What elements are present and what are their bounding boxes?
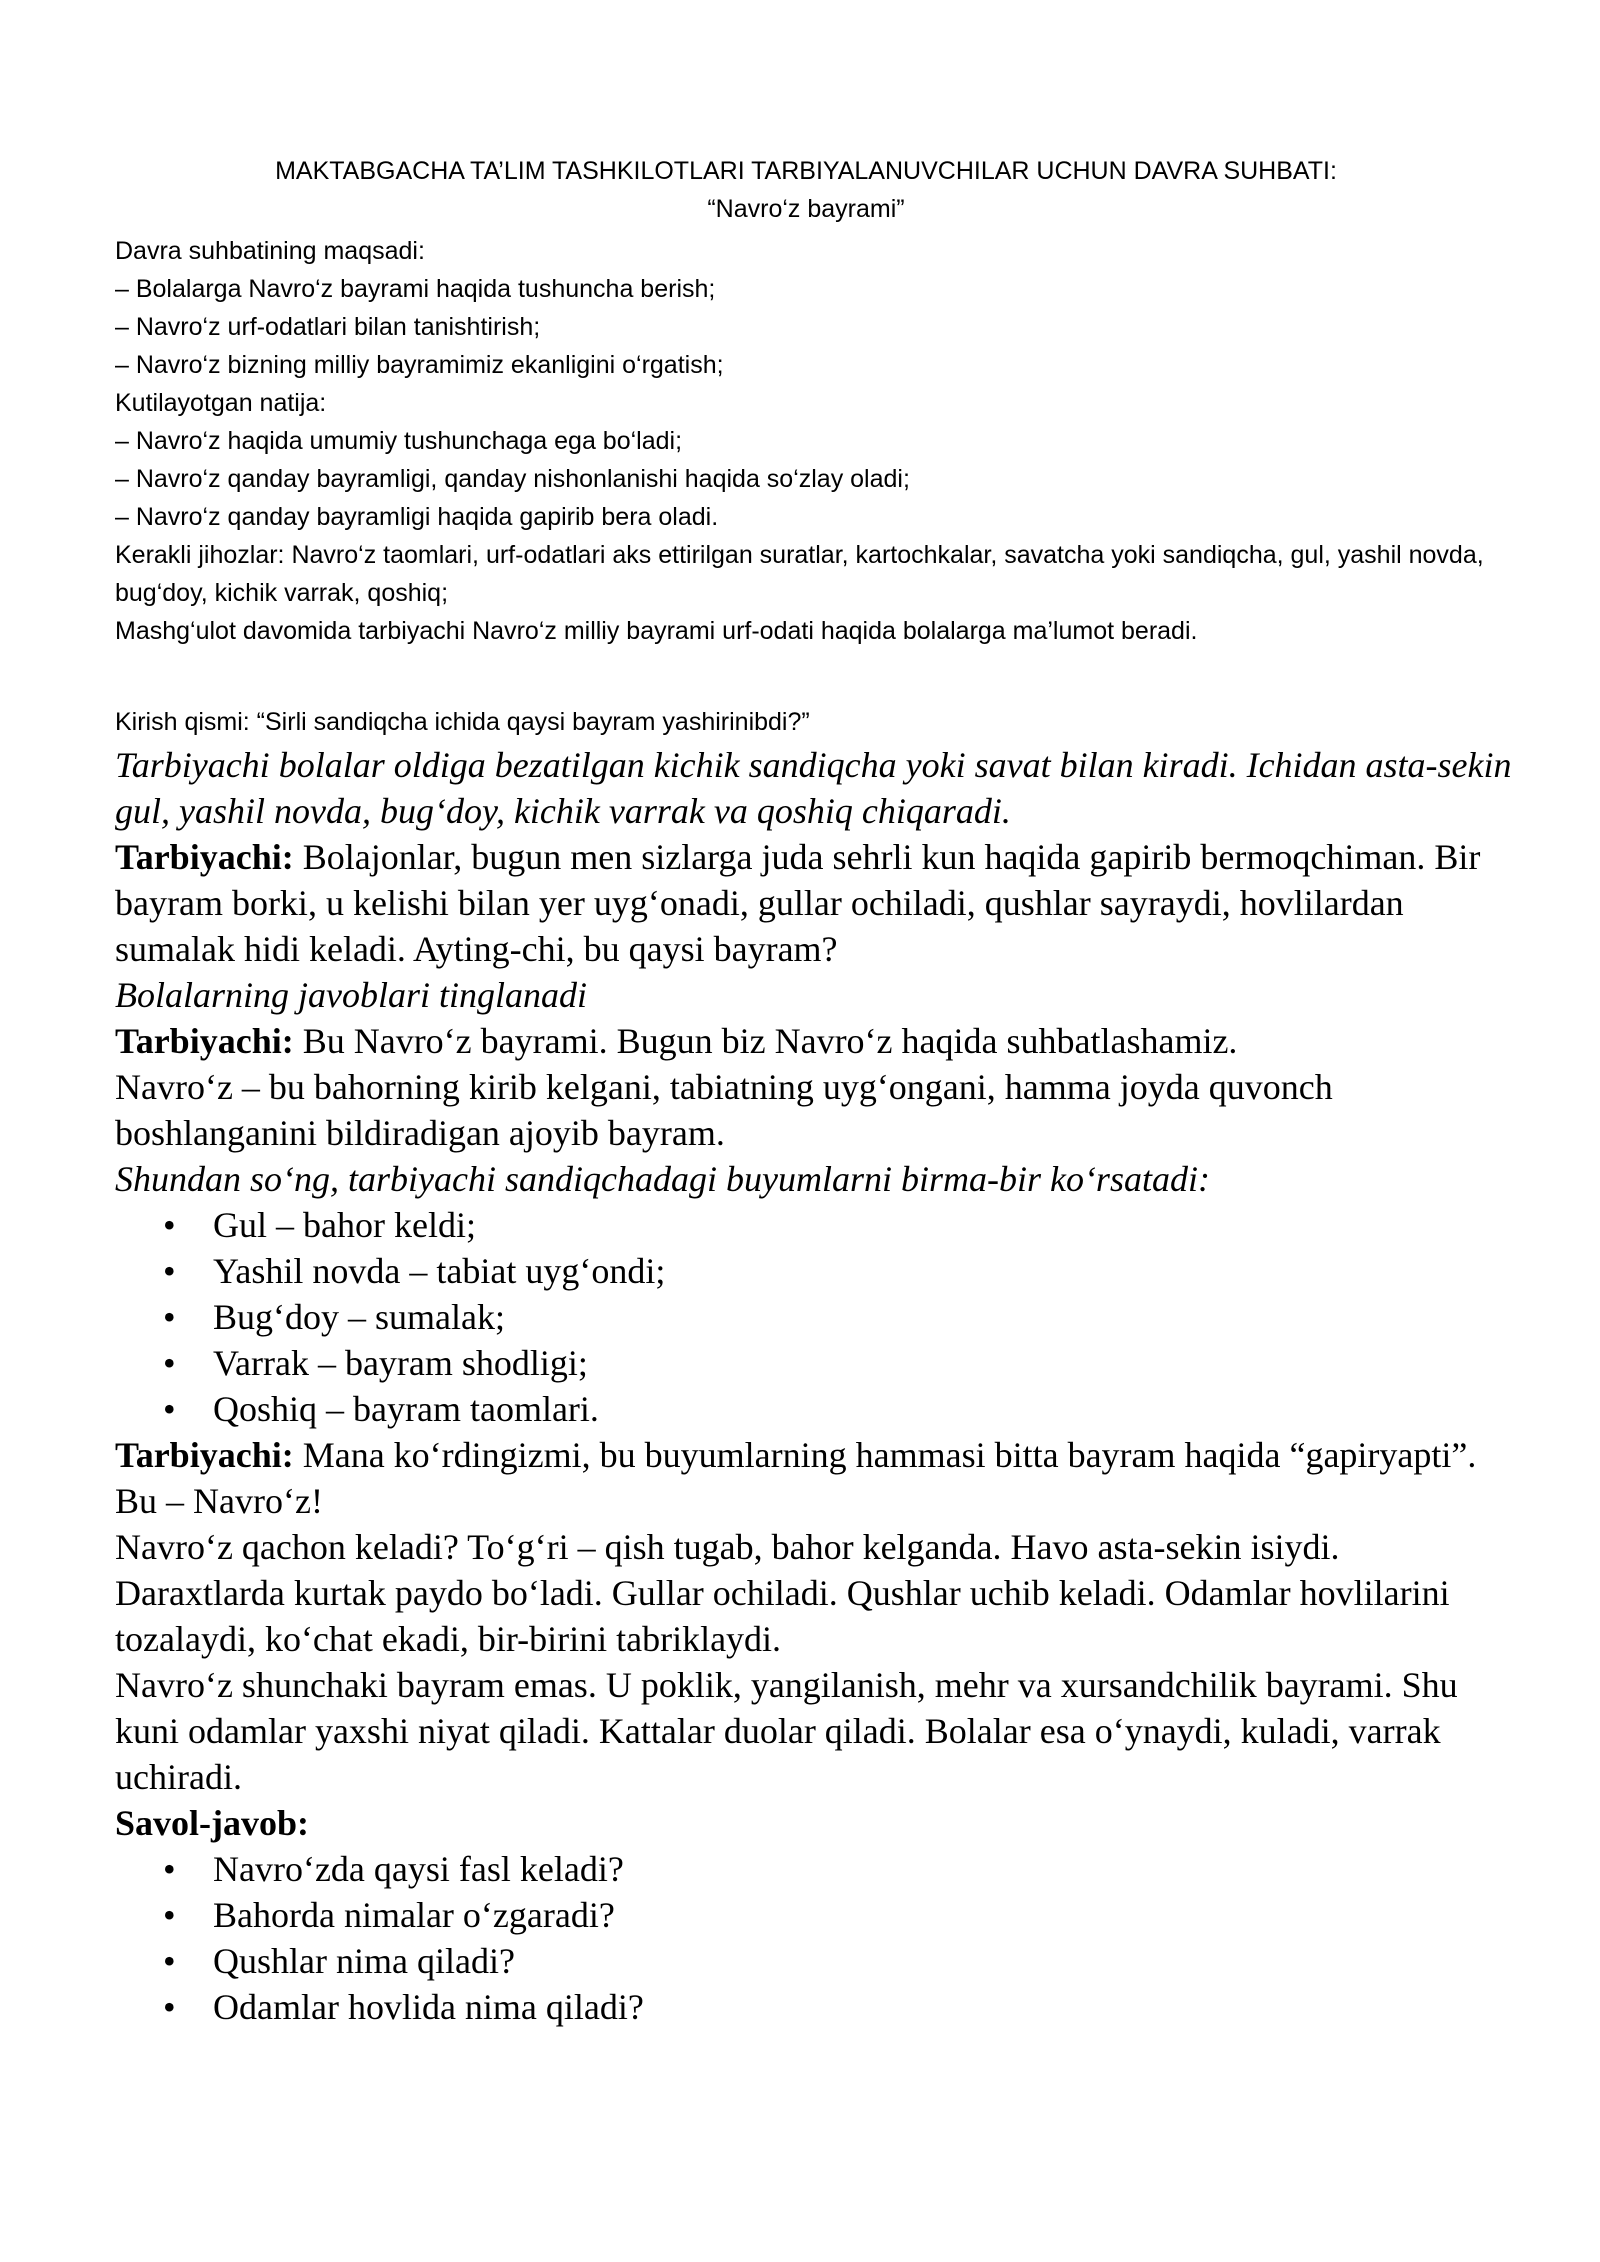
speaker-label: Tarbiyachi: xyxy=(115,1435,294,1475)
qa-heading: Savol-javob: xyxy=(115,1803,310,1843)
question-item: • Qushlar nima qiladi? xyxy=(115,1938,1515,1984)
bullet-icon: • xyxy=(163,1343,176,1383)
title-line-2: “Navro‘z bayrami” xyxy=(707,195,905,223)
title-line-1: MAKTABGACHA TA’LIM TASHKILOTLARI TARBIYALANUVCHILAR UCHUN DAVRA SUHBATI: xyxy=(275,157,1337,185)
result-heading: Kutilayotgan natija: xyxy=(115,389,327,417)
teacher-speech xyxy=(115,834,1515,972)
paragraph: Navro‘z – bu bahorning kirib kelgani, tabiatning uyg‘ongani, hamma joyda quvonch boshlanganini bildiradigan ajoyib bayram. xyxy=(115,1067,1333,1153)
speaker-label: Tarbiyachi: xyxy=(115,837,294,877)
speaker-label: Tarbiyachi: xyxy=(115,1021,294,1061)
stage-direction: Bolalarning javoblari tinglanadi xyxy=(115,975,588,1015)
questions-list xyxy=(115,1846,1515,2030)
bullet-icon: • xyxy=(163,1251,176,1291)
goal-item: – Bolalarga Navro‘z bayrami haqida tushuncha berish; xyxy=(115,275,716,303)
question-item: • Bahorda nimalar o‘zgaradi? xyxy=(115,1892,1515,1938)
speech-text: Bolajonlar, bugun men sizlarga juda sehrli kun haqida gapirib bermoqchiman. Bir bayram borki, u kelishi bilan yer uyg‘onadi, gullar ochiladi, qushlar sayraydi, hovlilardan sumalak hidi keladi. Ayting-chi, bu qaysi bayram? xyxy=(115,837,1481,969)
paragraph: Navro‘z shunchaki bayram emas. U poklik, yangilanish, mehr va xursandchilik bayrami. Shu kuni odamlar yaxshi niyat qiladi. Kattalar duolar qiladi. Bolalar esa o‘ynaydi, kuladi, varrak uchiradi. xyxy=(115,1665,1458,1797)
bullet-icon: • xyxy=(163,1895,176,1935)
goal-item: – Navro‘z bizning milliy bayramimiz ekanligini o‘rgatish; xyxy=(115,351,724,379)
goal-item: – Navro‘z urf-odatlari bilan tanishtirish; xyxy=(115,313,541,341)
activity-text: Mashg‘ulot davomida tarbiyachi Navro‘z milliy bayrami urf-odati haqida bolalarga ma’lumot beradi. xyxy=(115,617,1198,645)
items-list xyxy=(115,1202,1515,1432)
list-item: • Qoshiq – bayram taomlari. xyxy=(115,1386,1515,1432)
paragraph: Navro‘z qachon keladi? To‘g‘ri – qish tugab, bahor kelganda. Havo asta-sekin isiydi. Daraxtlarda kurtak paydo bo‘ladi. Gullar ochiladi. Qushlar uchib keladi. Odamlar hovlilarini tozalaydi, ko‘chat ekadi, bir-birini tabriklaydi. xyxy=(115,1527,1450,1659)
speech-text: Bu Navro‘z bayrami. Bugun biz Navro‘z haqida suhbatlashamiz. xyxy=(293,1021,1238,1061)
list-item: • Yashil novda – tabiat uyg‘ondi; xyxy=(115,1248,1515,1294)
bullet-icon: • xyxy=(163,1297,176,1337)
list-item: • Gul – bahor keldi; xyxy=(115,1202,1515,1248)
list-item: • Varrak – bayram shodligi; xyxy=(115,1340,1515,1386)
bullet-icon: • xyxy=(163,1987,176,2027)
teacher-speech xyxy=(115,1018,1515,1064)
intro-section xyxy=(115,232,1505,650)
list-item: • Bug‘doy – sumalak; xyxy=(115,1294,1515,1340)
bullet-icon: • xyxy=(163,1205,176,1245)
teacher-speech xyxy=(115,1432,1515,1524)
result-item: – Navro‘z haqida umumiy tushunchaga ega bo‘ladi; xyxy=(115,427,683,455)
equipment-text: Kerakli jihozlar: Navro‘z taomlari, urf-odatlari aks ettirilgan suratlar, kartochkalar, savatcha yoki sandiqcha, gul, yashil novda, bug‘doy, kichik varrak, qoshiq; xyxy=(115,541,1484,607)
bullet-icon: • xyxy=(163,1941,176,1981)
bullet-icon: • xyxy=(163,1389,176,1429)
result-item: – Navro‘z qanday bayramligi haqida gapirib bera oladi. xyxy=(115,503,719,531)
document-title xyxy=(114,152,1498,228)
bullet-icon: • xyxy=(163,1849,176,1889)
goal-heading: Davra suhbatining maqsadi: xyxy=(115,237,425,265)
speech-text: Mana ko‘rdingizmi, bu buyumlarning hammasi bitta bayram haqida “gapiryapti”. Bu – Navro‘z! xyxy=(115,1435,1477,1521)
kirish-heading: Kirish qismi: “Sirli sandiqcha ichida qaysi bayram yashirinibdi?” xyxy=(115,708,810,736)
question-item: • Navro‘zda qaysi fasl keladi? xyxy=(115,1846,1515,1892)
stage-direction: Tarbiyachi bolalar oldiga bezatilgan kichik sandiqcha yoki savat bilan kiradi. Ichidan asta-sekin gul, yashil novda, bug‘doy, kichik varrak va qoshiq chiqaradi. xyxy=(115,745,1512,831)
lesson-body xyxy=(115,742,1515,2030)
question-item: • Odamlar hovlida nima qiladi? xyxy=(115,1984,1515,2030)
result-item: – Navro‘z qanday bayramligi, qanday nishonlanishi haqida so‘zlay oladi; xyxy=(115,465,910,493)
stage-direction: Shundan so‘ng, tarbiyachi sandiqchadagi buyumlarni birma-bir ko‘rsatadi: xyxy=(115,1159,1210,1199)
